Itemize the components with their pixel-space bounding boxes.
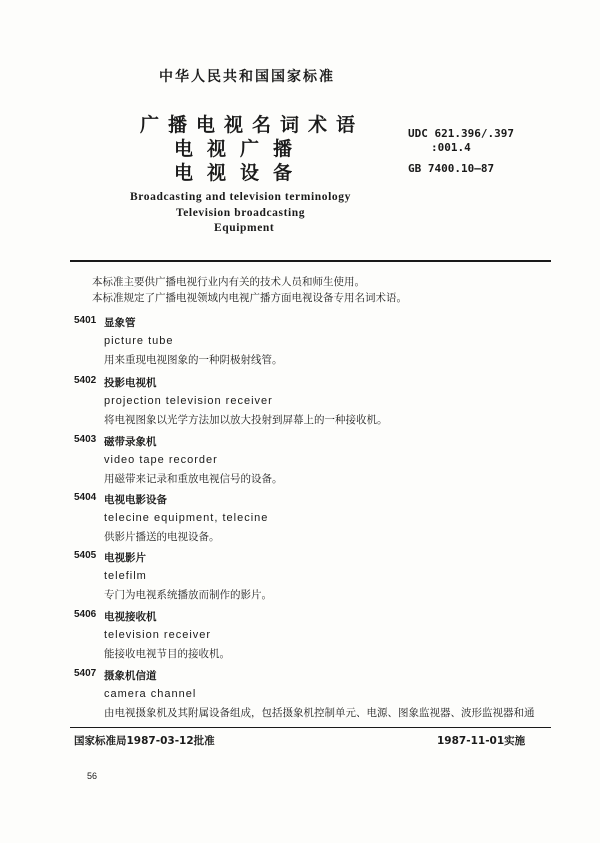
term-definition: 用来重现电视图象的一种阴极射线管。 [104,354,283,366]
term-chinese: 显象管 [104,317,136,329]
term-entry [0,492,600,552]
term-number: 5402 [74,375,97,386]
title-en-line-1: Broadcasting and television terminology [130,191,351,203]
term-number: 5405 [74,550,97,561]
term-entry [0,550,600,610]
term-english: television receiver [104,629,212,641]
term-chinese: 投影电视机 [104,377,157,389]
national-standard-heading: 中华人民共和国国家标准 [159,69,335,85]
effective-date: 1987-11-01实施 [437,735,526,747]
udc-code-line-2: :001.4 [431,141,471,154]
term-definition: 供影片播送的电视设备。 [104,531,220,543]
term-english: camera channel [104,688,197,700]
udc-code-line-1: UDC 621.396/.397 [408,127,514,140]
intro-paragraph-2: 本标准规定了广播电视领域内电视广播方面电视设备专用名词术语。 [92,292,407,304]
term-english: projection television receiver [104,395,273,407]
term-entry [0,668,600,728]
term-definition: 能接收电视节目的接收机。 [104,648,230,660]
title-en-line-2: Television broadcasting [176,207,306,219]
term-english: telefilm [104,570,147,582]
term-english: video tape recorder [104,454,218,466]
term-english: telecine equipment, telecine [104,512,269,524]
gb-code: GB 7400.10—87 [408,162,495,175]
term-definition: 将电视图象以光学方法加以放大投射到屏幕上的一种接收机。 [104,414,388,426]
term-chinese: 电视电影设备 [104,494,167,506]
term-number: 5404 [74,492,97,503]
term-definition: 用磁带来记录和重放电视信号的设备。 [104,473,283,485]
term-definition: 专门为电视系统播放而制作的影片。 [104,589,272,601]
term-entry [0,434,600,494]
term-chinese: 磁带录象机 [104,436,157,448]
term-english: picture tube [104,335,174,347]
top-divider [70,260,551,262]
term-number: 5403 [74,434,97,445]
term-number: 5407 [74,668,97,679]
term-entry [0,609,600,669]
page-number: 56 [87,771,98,781]
title-cn-line-2: 电视广播 [174,138,307,160]
approval-date: 国家标准局1987-03-12批准 [74,735,215,747]
term-chinese: 摄象机信道 [104,670,157,682]
title-cn-line-3: 电视设备 [174,162,307,184]
term-number: 5401 [74,315,97,326]
term-number: 5406 [74,609,97,620]
term-entry [0,315,600,375]
title-cn-line-1: 广播电视名词术语 [140,114,365,136]
term-chinese: 电视影片 [104,552,146,564]
term-chinese: 电视接收机 [104,611,157,623]
bottom-divider [70,727,551,728]
term-definition: 由电视摄象机及其附属设备组成，包括摄象机控制单元、电源、图象监视器、波形监视器和通 [104,707,535,719]
term-entry [0,375,600,435]
intro-paragraph-1: 本标准主要供广播电视行业内有关的技术人员和师生使用。 [92,276,365,288]
title-en-line-3: Equipment [214,222,275,234]
